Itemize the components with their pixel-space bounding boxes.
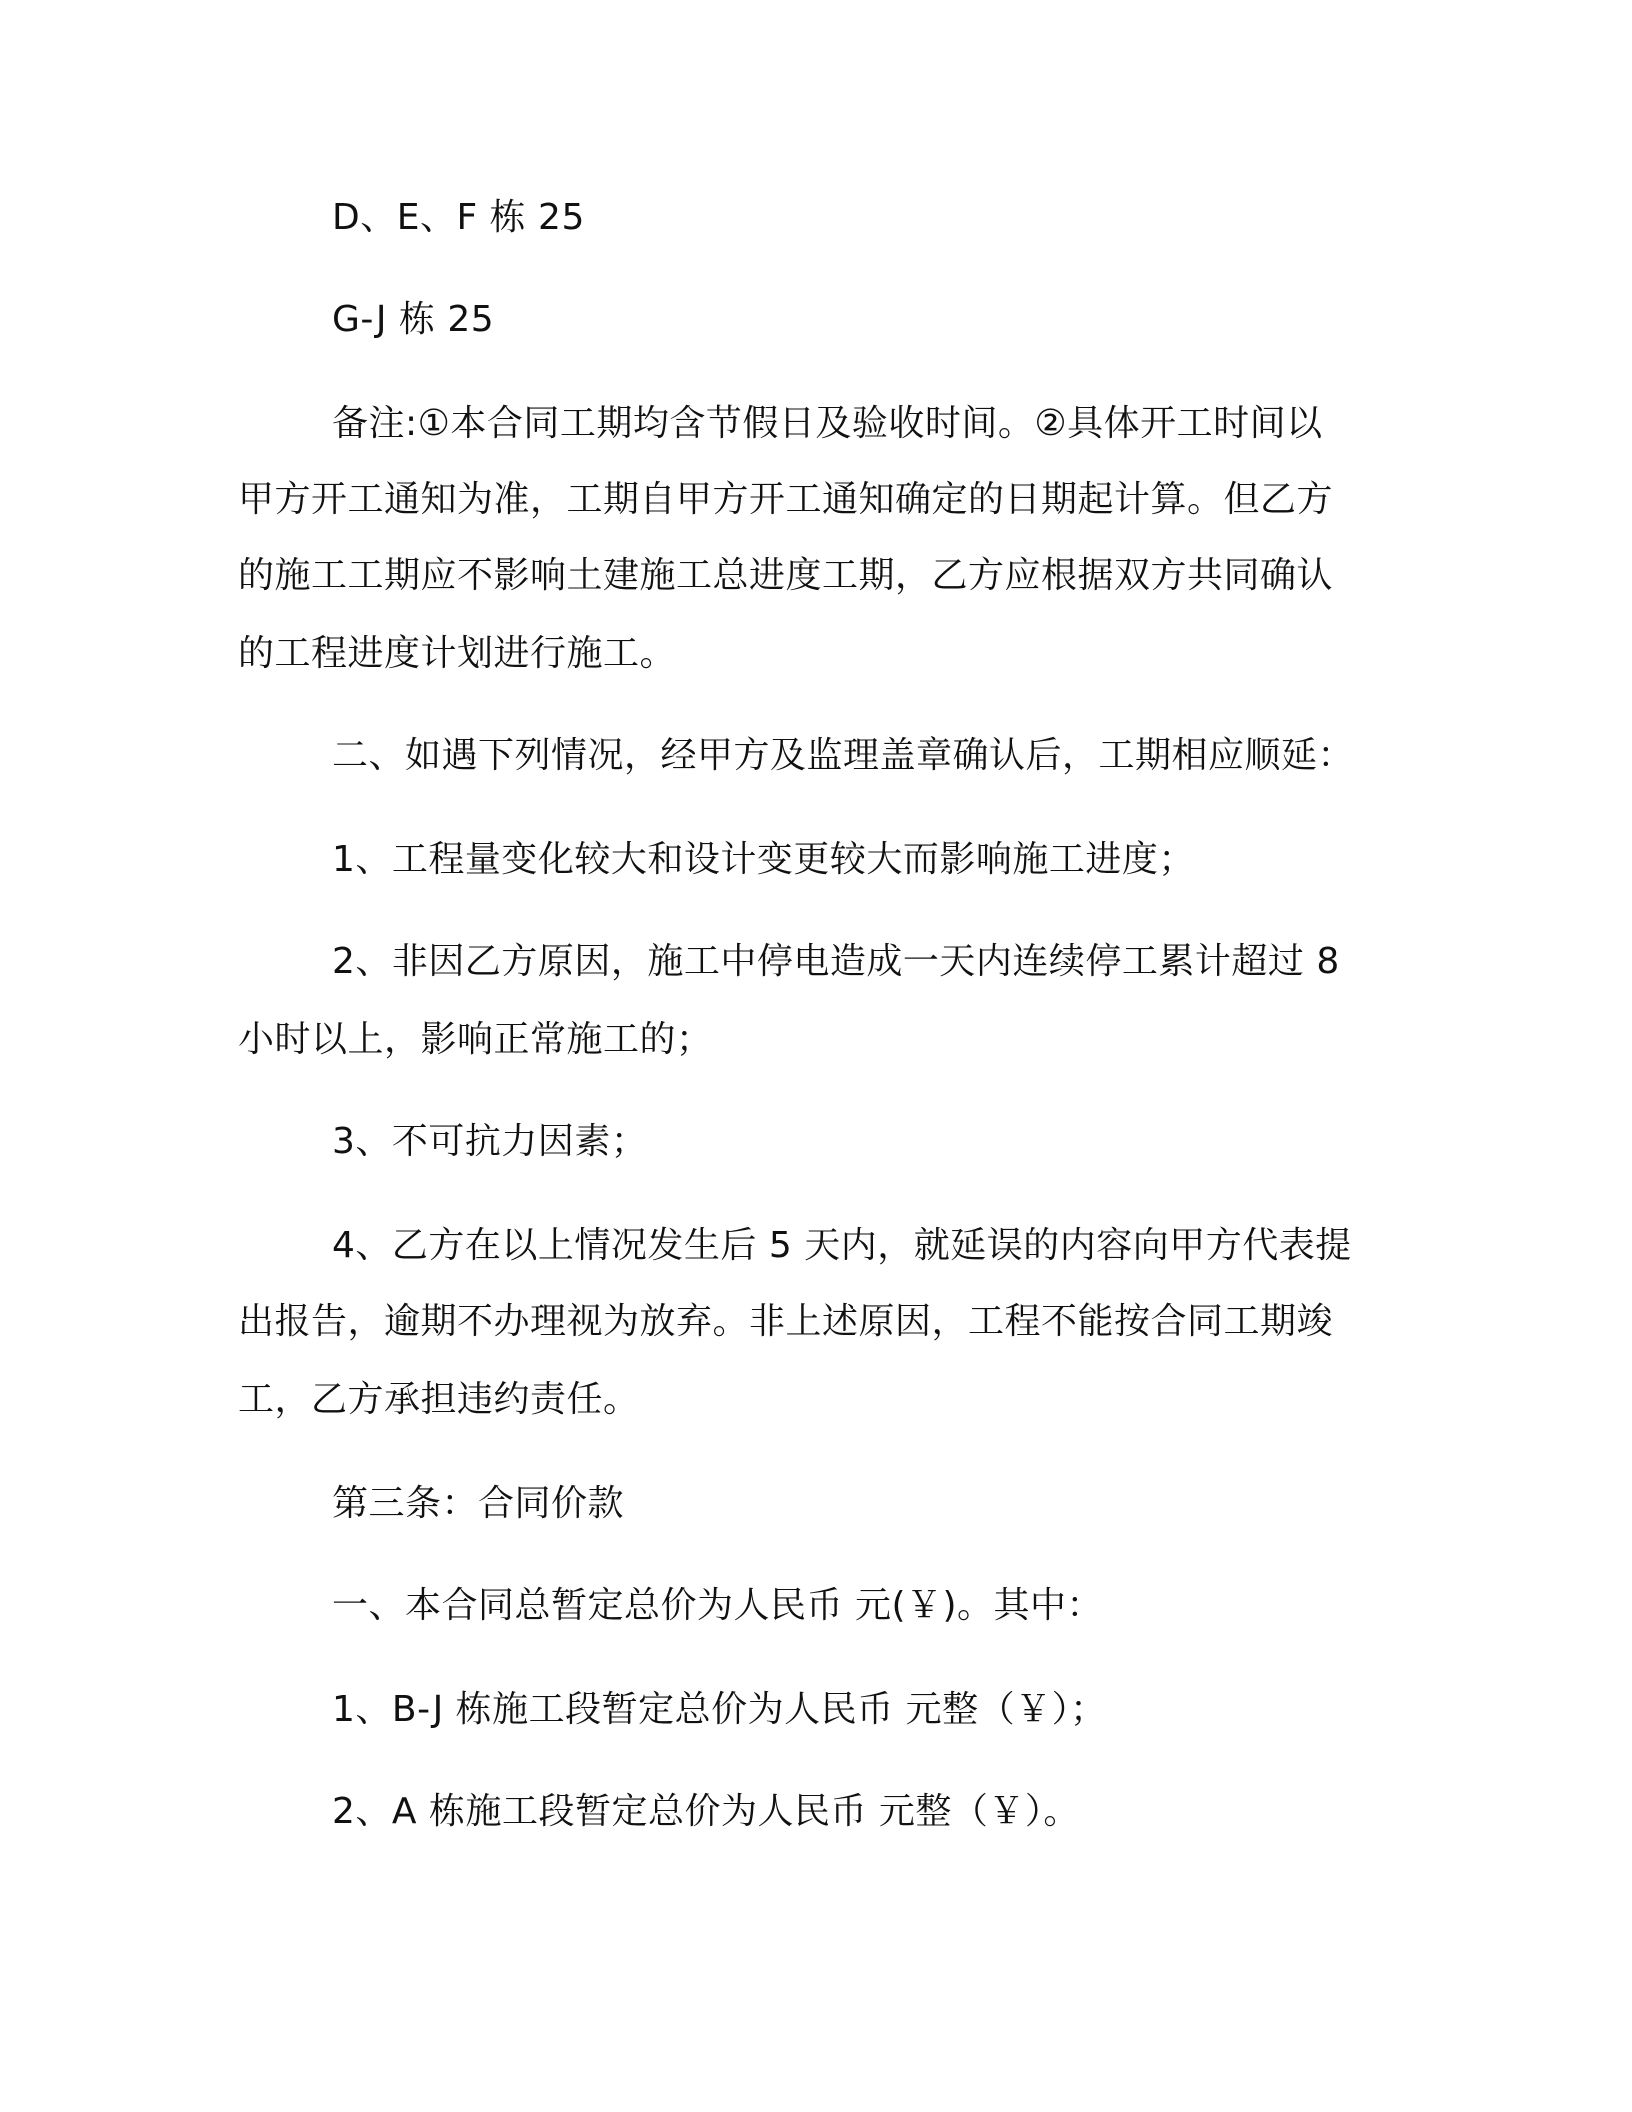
price-clause-one: 一、本合同总暂定总价为人民币 元(￥)。其中： — [332, 1585, 1104, 1626]
remark-paragraph-line-3: 的施工工期应不影响土建施工总进度工期，乙方应根据双方共同确认 — [238, 555, 1334, 596]
item-3-line: 3、不可抗力因素； — [332, 1121, 648, 1162]
item-2-line-1: 2、非因乙方原因，施工中停电造成一天内连续停工累计超过 8 — [332, 941, 1340, 982]
text-line-building-gj: G-J 栋 25 — [332, 299, 495, 340]
item-4-line-3: 工，乙方承担违约责任。 — [238, 1379, 640, 1420]
remark-paragraph-line-1: 备注:①本合同工期均含节假日及验收时间。②具体开工时间以 — [332, 403, 1323, 444]
remark-paragraph-line-4: 的工程进度计划进行施工。 — [238, 633, 677, 674]
item-2-line-2: 小时以上，影响正常施工的； — [238, 1019, 713, 1060]
item-4-line-1: 4、乙方在以上情况发生后 5 天内，就延误的内容向甲方代表提 — [332, 1225, 1352, 1266]
article-three-heading: 第三条：合同价款 — [332, 1483, 625, 1524]
remark-paragraph-line-2: 甲方开工通知为准，工期自甲方开工通知确定的日期起计算。但乙方 — [238, 479, 1334, 520]
item-1-line: 1、工程量变化较大和设计变更较大而影响施工进度； — [332, 839, 1195, 880]
section-two-heading: 二、如遇下列情况，经甲方及监理盖章确认后，工期相应顺延： — [332, 735, 1355, 776]
price-item-2: 2、A 栋施工段暂定总价为人民币 元整（￥）。 — [332, 1791, 1080, 1832]
price-item-1: 1、B-J 栋施工段暂定总价为人民币 元整（￥）； — [332, 1689, 1107, 1730]
item-4-line-2: 出报告，逾期不办理视为放弃。非上述原因，工程不能按合同工期竣 — [238, 1301, 1334, 1342]
text-line-building-def: D、E、F 栋 25 — [332, 197, 585, 238]
